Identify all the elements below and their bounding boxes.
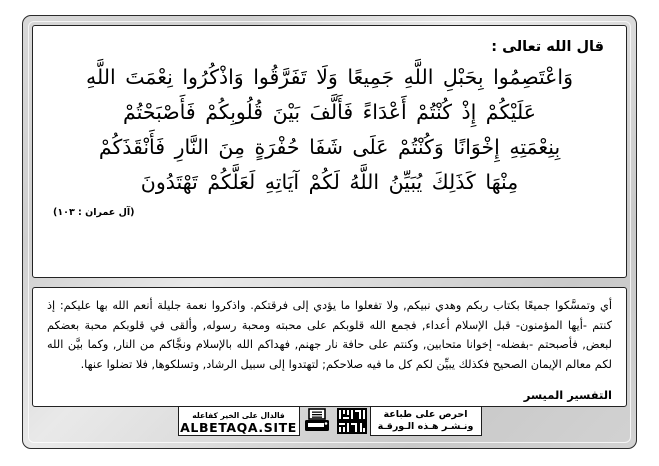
footer-strip bbox=[32, 403, 627, 439]
verse-line: بِنِعْمَتِهِ إِخْوَانًا وَكُنْتُمْ عَلَى شَفَا حُفْرَةٍ مِنَ النَّارِ فَأَنْقَذَكُمْ bbox=[98, 135, 561, 159]
quran-verse-box bbox=[32, 25, 627, 278]
tafsir-box bbox=[32, 287, 627, 407]
print-message-line-2: ونـشـر هـذه الـورقـة bbox=[377, 421, 474, 432]
verse-line: مِنْهَا كَذَلِكَ يُبَيِّنُ اللَّهُ لَكُمْ آيَاتِهِ لَعَلَّكُمْ تَهْتَدُونَ bbox=[140, 170, 519, 194]
dawah-waraqa-logo bbox=[334, 406, 370, 436]
kufic-logo-icon bbox=[337, 408, 367, 434]
print-encouragement-badge bbox=[370, 406, 482, 436]
card-frame bbox=[22, 15, 637, 449]
site-url[interactable]: ALBETAQA.SITE bbox=[180, 419, 297, 435]
tafsir-paragraph: أي وتمسَّكوا جميعًا بكتاب ربكم وهدي نبيكم, ولا تفعلوا ما يؤدي إلى فرقتكم. واذكروا نعمة جليلة أنعم الله بها عليكم: إذ كنتم -أيها المؤمنون- قبل الإسلام أعداء, فجمع الله قلوبكم على محبته ومحبة رسوله, وألقى في قلوبكم محبة بعضكم لبعض, فأصبحتم -بفضله- إخوانا متحابين, وكنتم على حافة نار جهنم, فهداكم الله بالإسلام ونجَّاكم من النار, وكما بيَّن الله لكم معالم الإيمان الصحيح فكذلك يبيِّن لكم كل ما فيه صلاحكم; لتهتدوا إلى سبيل الرشاد, وتسلكوها, فلا تضلوا عنها. bbox=[47, 299, 612, 371]
verse-line: وَاعْتَصِمُوا بِحَبْلِ اللَّهِ جَمِيعًا وَلَا تَفَرَّقُوا وَاذْكُرُوا نِعْمَتَ اللَّهِ bbox=[85, 65, 574, 89]
site-tagline: فالدال على الخير كفاعله bbox=[192, 410, 285, 420]
verse-lines bbox=[49, 60, 610, 200]
printer-icon-cell bbox=[300, 406, 334, 436]
print-message-line-1: احرص على طباعة bbox=[383, 409, 468, 420]
verse-line: عَلَيْكُمْ إِذْ كُنْتُمْ أَعْدَاءً فَأَلَّفَ بَيْنَ قُلُوبِكُمْ فَأَصْبَحْتُمْ bbox=[123, 100, 536, 124]
tafsir-source-row bbox=[47, 384, 612, 403]
verse-reference-row bbox=[49, 200, 610, 219]
tafsir-source-label: التفسير الميسر bbox=[523, 388, 612, 402]
verse-header: قال الله تعالى : bbox=[491, 39, 604, 55]
verse-reference: (آل عمران : ١٠٣) bbox=[53, 207, 135, 218]
site-badge[interactable] bbox=[178, 406, 300, 436]
printer-icon bbox=[304, 408, 330, 434]
card-inner bbox=[32, 25, 627, 439]
